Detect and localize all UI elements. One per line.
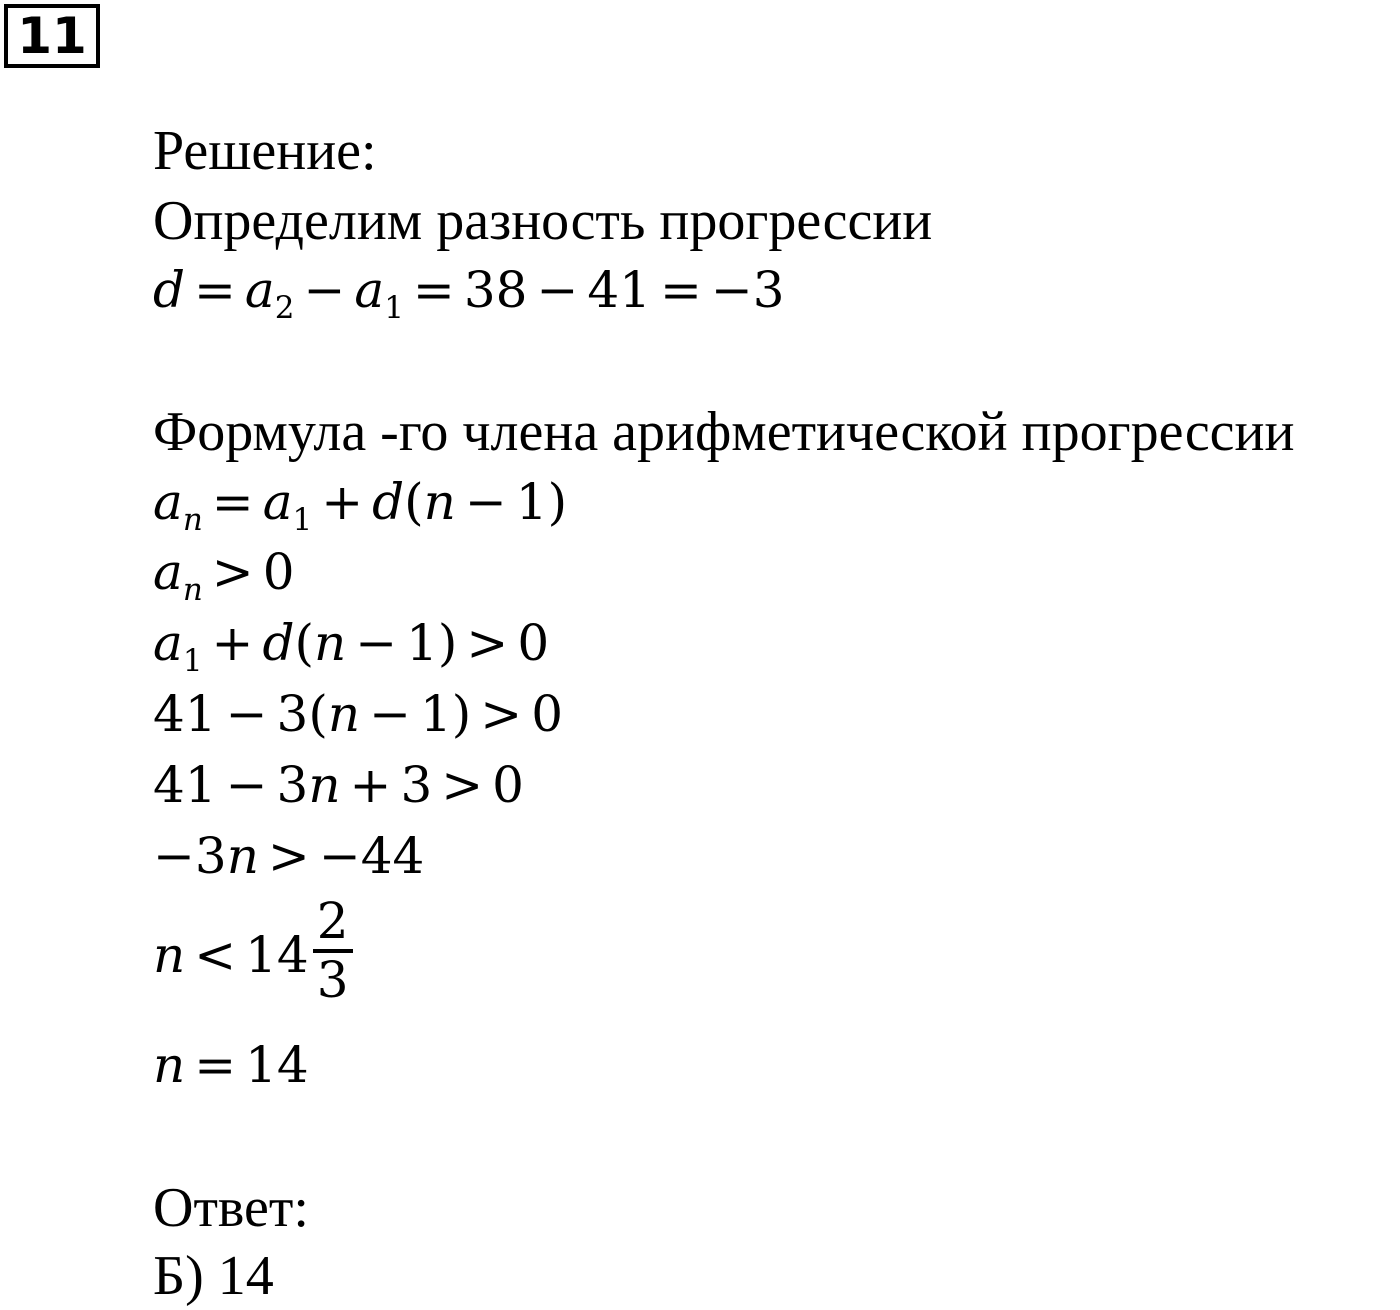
inequality-numbers: 41 − 3(n − 1) > 0: [153, 685, 564, 743]
solution-heading: Решение:: [153, 120, 377, 182]
inequality-solution: n < 14 $\frac{2}{3}$: [153, 902, 353, 1016]
inequality-substituted: $a_1 + d(n - 1) > 0$: [153, 614, 550, 679]
inequality-an-positive: $a_n > 0$: [153, 543, 295, 608]
inequality-simplified: −3n > −44: [153, 827, 425, 885]
answer-heading: Ответ:: [153, 1177, 309, 1239]
formula-text: Формула -го члена арифметической прогрессии: [153, 401, 1295, 463]
equation-difference: $d = a_2 - a_1 = 38 - 41 = -3$: [153, 261, 785, 326]
step1-text: Определим разность прогрессии: [153, 190, 933, 252]
equation-nth-term: $a_n = a_1 + d(n - 1)$: [153, 473, 568, 538]
result-equation: n = 14: [153, 1036, 309, 1094]
answer-value: Б) 14: [153, 1245, 274, 1307]
task-number-badge: [4, 4, 100, 68]
fraction: $\frac{2}{3}$: [313, 894, 353, 1008]
inequality-expanded: 41 − 3n + 3 > 0: [153, 756, 524, 814]
task-number: 11: [17, 7, 87, 65]
